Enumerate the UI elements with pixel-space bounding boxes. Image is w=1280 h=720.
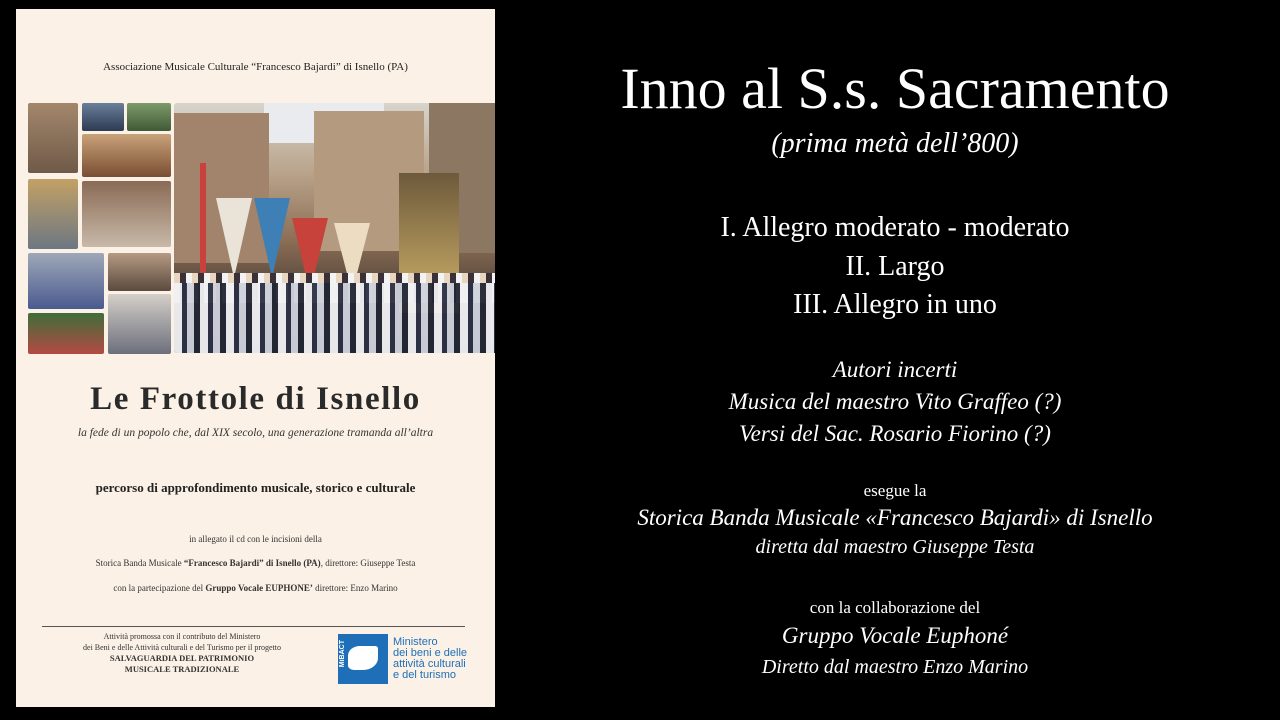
piece-title: Inno al S.s. Sacramento — [620, 56, 1170, 121]
association-name: Associazione Musicale Culturale “Francesco Bajardi” di Isnello (PA) — [103, 61, 408, 73]
choir-name: Gruppo Vocale Euphoné — [781, 623, 1009, 648]
footer-divider — [42, 626, 465, 627]
movement-1: I. Allegro moderato - moderato — [720, 212, 1070, 243]
band-name: Storica Banda Musicale «Francesco Bajardi» di Isnello — [637, 505, 1153, 530]
collage-photo — [82, 134, 171, 177]
collage-photo — [28, 253, 104, 309]
piece-period: (prima metà dell’800) — [771, 128, 1019, 159]
collage-photo — [82, 181, 171, 247]
album-cover-poster — [16, 9, 495, 707]
collage-photo — [82, 103, 124, 131]
band-credit: Storica Banda Musicale “Francesco Bajardi” di Isnello (PA), direttore: Giuseppe Testa — [95, 558, 416, 568]
mibact-logo-text: Ministero dei beni e delle attività culturali e del turismo — [393, 636, 468, 681]
collaboration-label: con la collaborazione del — [809, 598, 981, 617]
collage-photo — [127, 103, 171, 131]
sponsorship-note: Attività promossa con il contributo del Ministero dei Beni e delle Attività culturali e del Turismo per il progetto SALVAGUARDIA DEL PATRIMONIO MUSICALE TRADIZIONALE — [83, 632, 281, 674]
collage-photo — [28, 179, 78, 249]
collage-photo — [108, 294, 171, 354]
collage-photo — [28, 103, 78, 173]
mibact-logo — [338, 632, 484, 688]
band-director: diretta dal maestro Giuseppe Testa — [755, 536, 1035, 558]
choir-credit: con la partecipazione del Gruppo Vocale EUPHONE’ direttore: Enzo Marino — [113, 583, 398, 593]
music-credit: Musica del maestro Vito Graffeo (?) — [728, 389, 1062, 414]
lyrics-credit: Versi del Sac. Rosario Fiorino (?) — [739, 421, 1051, 446]
poster-tagline: percorso di approfondimento musicale, storico e culturale — [95, 480, 416, 495]
performed-by-label: esegue la — [863, 481, 927, 500]
authors-heading: Autori incerti — [832, 357, 958, 382]
collage-photo — [108, 253, 171, 291]
piece-info-panel — [510, 0, 1280, 720]
movement-3: III. Allegro in uno — [793, 289, 997, 320]
poster-subtitle: la fede di un popolo che, dal XIX secolo, una generazione tramanda all’altra — [77, 427, 434, 439]
photo-collage — [28, 103, 486, 358]
italy-map-icon: MiBACT — [338, 634, 388, 684]
collage-photo — [28, 313, 104, 354]
cd-note: in allegato il cd con le incisioni della — [189, 534, 322, 544]
poster-title: Le Frottole di Isnello — [90, 381, 421, 417]
movement-2: II. Largo — [845, 251, 945, 282]
procession-photo — [174, 103, 495, 353]
choir-director: Diretto dal maestro Enzo Marino — [761, 656, 1029, 678]
